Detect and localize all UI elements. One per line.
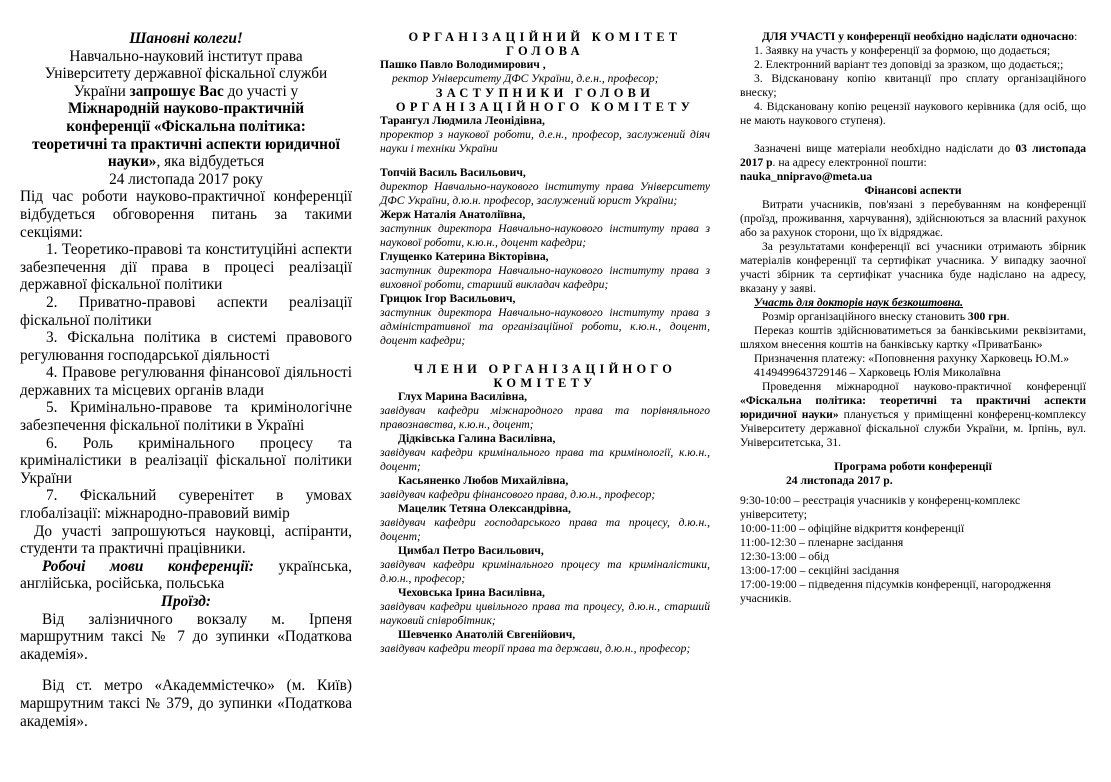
member-role: завідувач кафедри кримінального процесу та криміналістики, д.ю.н., професор; [380, 558, 710, 585]
conference-title-end: науки» [107, 153, 157, 171]
fee-amount [740, 310, 1086, 324]
committee-heading: ГОЛОВА [506, 44, 584, 58]
participation-colon: : [1074, 30, 1078, 43]
conference-date: 24 листопада 2017 року [109, 170, 263, 188]
contact-email[interactable]: nauka_nnipravo@meta.ua [740, 170, 873, 183]
deputies-heading: ОРГАНІЗАЦІЙНОГО КОМІТЕТУ [395, 100, 695, 114]
participation-text: у конференції необхідно надіслати одночасно [835, 30, 1075, 43]
conference-title-line: теоретичні та практичні аспекти юридичної [32, 135, 340, 153]
greeting: Шановні колеги! [129, 30, 243, 47]
deputy-name: Топчій Василь Васильович, [380, 166, 526, 179]
member-name: Глух Марина Василівна, [398, 390, 528, 403]
conference-title-line: конференції «Фіскальна політика: [66, 117, 306, 135]
members-heading: КОМІТЕТУ [493, 376, 597, 390]
deputy-name: Тарангул Людмила Леонідівна, [380, 114, 545, 127]
card-number: 4149499643729146 – Харковець Юлія Миколаївна [754, 366, 1001, 379]
member-name: Дідківська Галина Василівна, [398, 432, 556, 445]
members-heading: ЧЛЕНИ ОРГАНІЗАЦІЙНОГО [413, 362, 677, 376]
free-for-doctors-note: Участь для докторів наук безкоштовна. [754, 296, 964, 309]
finance-paragraph: За результатами конференції всі учасники отримають збірник матеріалів конференції та сертифікат учасника. У випадку заочної участі збірник та сертифікат учасника буде надіслано на адресу, вказану у заяві. [740, 240, 1086, 295]
travel-instructions: Від залізничного вокзалу м. Ірпеня маршрутним таксі № 7 до зупинки «Податкова академія». [20, 610, 352, 663]
finance-heading: Фінансові аспекти [864, 184, 962, 197]
chair-role: ректор Університету ДФС України, д.е.н., професор; [392, 72, 659, 85]
program-item: 9:30-10:00 – реєстрація учасників у конференц-комплекс університету; [740, 494, 1021, 521]
deputy-name: Грицюк Ігор Васильович, [380, 292, 516, 305]
program-item: 11:00-12:30 – пленарне засідання [740, 536, 904, 549]
sections-intro: Під час роботи науково-практичної конференції відбудеться обговорення питань за такими секціями: [20, 188, 352, 241]
deputy-role: директор Навчально-наукового інституту права Університету ДФС України, д.ю.н. професор, заслужений юрист України; [380, 180, 710, 207]
member-role: завідувач кафедри цивільного права та процесу, д.ю.н., старший науковий співробітник; [380, 600, 710, 627]
intro-line-3 [20, 83, 352, 101]
requirement-item: 2. Електронний варіант тез доповіді за зразком, що додається;; [754, 58, 1064, 71]
languages-label: Робочі мови конференції: [42, 557, 254, 575]
member-role: завідувач кафедри фінансового права, д.ю.н., професор; [380, 488, 656, 501]
requirement-item: 1. Заявку на участь у конференції за формою, що додається; [754, 44, 1051, 57]
deputy-role: заступник директора Навчально-наукового інституту права з виховної роботи, старший викладач кафедри; [380, 264, 710, 291]
invitation-column [20, 30, 352, 730]
fee-text: . [1006, 310, 1010, 323]
program-heading: Програма роботи конференції [834, 460, 992, 473]
deadline-text: . на адресу електронної пошти: [772, 156, 927, 169]
deputy-role: заступник директора Навчально-наукового інституту права з адміністративної та організаційної роботи, к.ю.н., доцент, доцент кафедри; [380, 306, 710, 347]
deputy-role: проректор з наукової роботи, д.е.н., професор, заслужений діяч науки і техніки України [380, 128, 710, 155]
participation-label: ДЛЯ УЧАСТІ [762, 30, 836, 43]
conference-title-suffix: , яка відбудеться [156, 153, 265, 171]
participation-column [740, 30, 1086, 606]
conference-title-line: Міжнародній науково-практичній [67, 100, 305, 118]
venue-text: планується у приміщенні конференц-комплексу Університету державної фіскальної служби України, м. Ірпінь, вул. Університетська, 31. [740, 408, 1086, 449]
member-role: завідувач кафедри господарського права та процесу, д.ю.н., доцент; [380, 516, 710, 543]
section-item: 4. Правове регулювання фінансової діяльності державних та місцевих органів влади [20, 364, 352, 399]
committee-column [380, 30, 710, 656]
deputy-name: Жерж Наталія Анатоліївна, [380, 208, 526, 221]
travel-title: Проїзд: [161, 593, 211, 610]
intro-text: України [73, 82, 130, 100]
member-role: завідувач кафедри кримінального права та кримінології, к.ю.н., доцент; [380, 446, 710, 473]
intro-line-1: Навчально-науковий інститут права [69, 47, 303, 65]
finance-paragraph: Витрати учасників, пов'язані з перебуванням на конференції (проїзд, проживання, харчування), здійснюються за власний рахунок або за рахунок сторони, що їх відряджає. [740, 198, 1086, 239]
payment-purpose: Призначення платежу: «Поповнення рахунку Харковець Ю.М.» [754, 352, 1070, 365]
section-item: 2. Приватно-правові аспекти реалізації фіскальної політики [20, 293, 352, 329]
intro-line-2: Університету державної фіскальної служби [44, 65, 328, 83]
travel-instructions: Від ст. метро «Академмістечко» (м. Київ) маршрутним таксі № 379, до зупинки «Податкова академія». [20, 677, 352, 730]
transfer-info: Переказ коштів здійснюватиметься за банківськими реквізитами, шляхом внесення коштів на банківську картку «ПриватБанк» [740, 324, 1086, 351]
requirement-item: 3. Відскановану копію квитанції про сплату організаційного внеску; [740, 72, 1086, 99]
section-item: 3. Фіскальна політика в системі правового регулювання господарської діяльності [20, 329, 352, 364]
intro-text: до участі у [223, 82, 299, 100]
deputy-name: Глущенко Катерина Вікторівна, [380, 250, 549, 263]
fee-text: Розмір організаційного внеску становить [762, 310, 968, 323]
deadline-text: Зазначені вище матеріали необхідно надіслати до [754, 142, 1016, 155]
member-name: Цимбал Петро Васильович, [398, 544, 544, 557]
member-name: Шевченко Анатолій Євгенійович, [398, 628, 576, 641]
invite-emphasis: запрошує Вас [129, 82, 224, 100]
program-item: 12:30-13:00 – обід [740, 550, 830, 563]
section-item: 1. Теоретико-правові та конституційні аспекти забезпечення дії права в процесі реалізації державної фіскальної політики [20, 241, 352, 294]
program-item: 10:00-11:00 – офіційне відкриття конференції [740, 522, 965, 535]
committee-heading: ОРГАНІЗАЦІЙНИЙ КОМІТЕТ [408, 30, 682, 44]
deadline-date: 03 листопада 2017 р [740, 142, 1086, 169]
section-item: 5. Кримінально-правове та кримінологічне забезпечення фіскальної політики в Україні [20, 399, 352, 435]
requirement-item: 4. Відскановану копію рецензії наукового керівника (для осіб, що не мають наукового ступеня). [740, 100, 1086, 127]
program-item: 13:00-17:00 – секційні засідання [740, 564, 900, 577]
venue-info [740, 380, 1086, 450]
deputies-heading: ЗАСТУПНИКИ ГОЛОВИ [435, 86, 655, 100]
chair-name: Пашко Павло Володимирович , [380, 58, 546, 71]
working-languages [20, 558, 352, 593]
conference-title-line [20, 153, 352, 171]
program-item: 17:00-19:00 – підведення підсумків конференції, нагородження учасників. [740, 578, 1052, 605]
fee-value: 300 грн [967, 310, 1007, 323]
member-name: Касьяненко Любов Михайлівна, [398, 474, 569, 487]
member-role: завідувач кафедри теорії права та держави, д.ю.н., професор; [380, 642, 691, 655]
section-item: 7. Фіскальний суверенітет в умовах глобалізації: міжнародно-правовий вимір [20, 487, 352, 523]
member-name: Мацелик Тетяна Олександрівна, [398, 502, 571, 515]
participation-heading [740, 30, 1086, 44]
invited-participants: До участі запрошуються науковці, аспіранти, студенти та практичні працівники. [20, 522, 352, 558]
section-item: 6. Роль кримінального процесу та криміналістики в реалізації фіскальної політики України [20, 434, 352, 487]
member-name: Чеховська Ірина Василівна, [398, 586, 545, 599]
deputy-role: заступник директора Навчально-наукового інституту права з наукової роботи, к.ю.н., доцент кафедри; [380, 222, 710, 249]
deadline-note [740, 142, 1086, 170]
program-date: 24 листопада 2017 р. [786, 474, 893, 487]
venue-text: Проведення міжнародної науково-практичної конференції [762, 380, 1086, 393]
languages-value: українська, англійська, російська, польська [20, 557, 353, 593]
member-role: завідувач кафедри міжнародного права та порівняльного правознавства, к.ю.н., доцент; [380, 404, 710, 431]
venue-conference-name: «Фіскальна політика: теоретичні та практичні аспекти юридичної науки» [740, 394, 1086, 421]
